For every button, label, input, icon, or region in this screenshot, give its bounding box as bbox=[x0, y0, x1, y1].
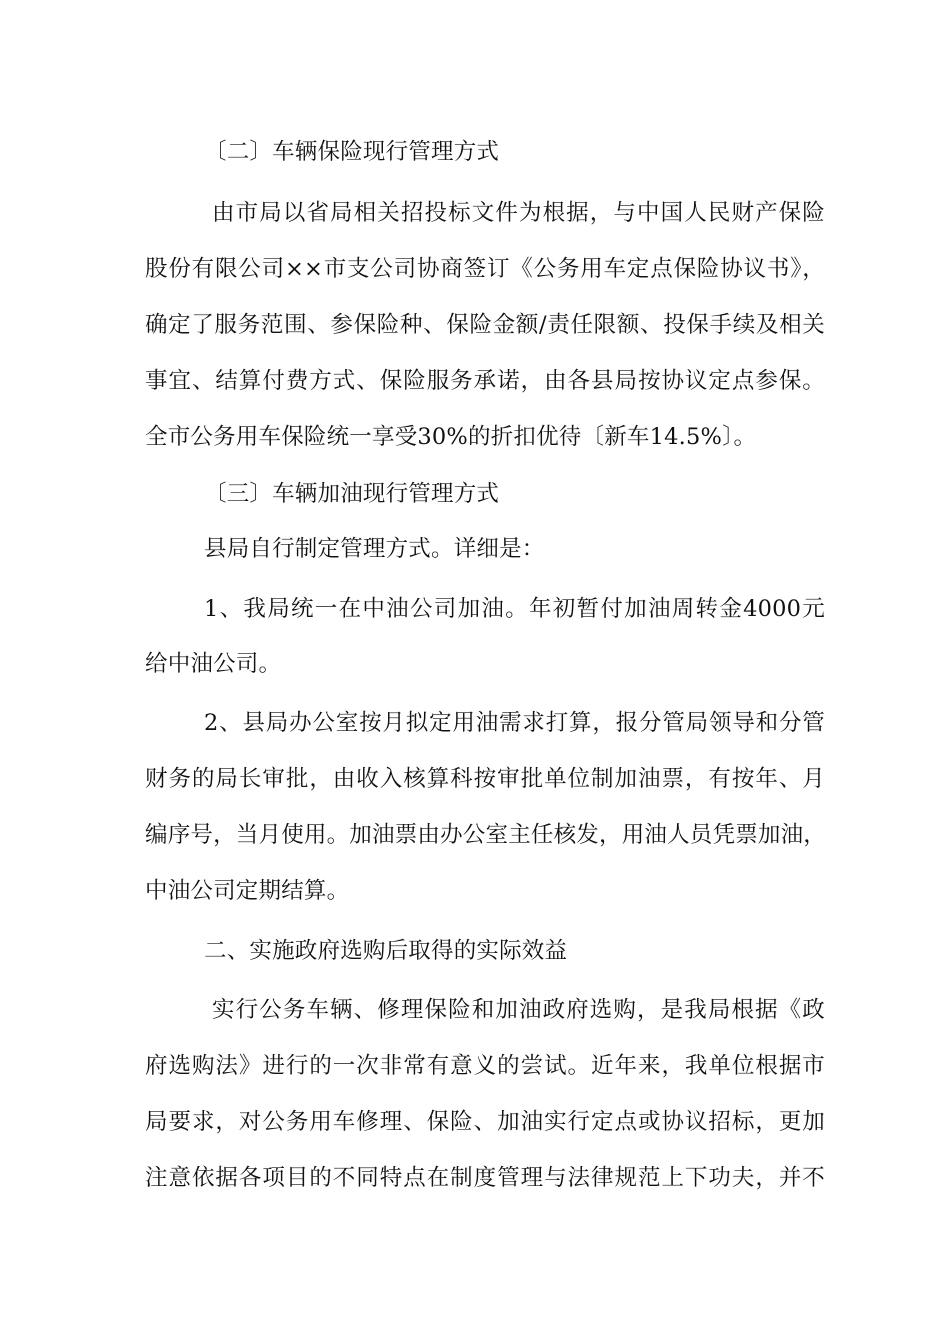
paragraph-line: 股份有限公司××市支公司协商签订《公务用车定点保险协议书》， bbox=[145, 256, 825, 282]
section-heading-fuel: 〔三〕车辆加油现行管理方式 bbox=[204, 481, 500, 507]
paragraph-line: 由市局以省局相关招投标文件为根据，与中国人民财产保险 bbox=[212, 200, 825, 226]
paragraph-line: 实行公务车辆、修理保险和加油政府选购，是我局根据《政 bbox=[212, 997, 825, 1023]
list-item-line: 2、县局办公室按月拟定用油需求打算，报分管局领导和分管 bbox=[204, 710, 825, 736]
list-item-line: 中油公司定期结算。 bbox=[145, 878, 350, 904]
paragraph-line: 全市公务用车保险统一享受30%的折扣优待〔新车14.5%〕。 bbox=[145, 424, 757, 450]
paragraph-line: 确定了服务范围、参保险种、保险金额/责任限额、投保手续及相关 bbox=[145, 312, 825, 338]
list-item-line: 给中油公司。 bbox=[145, 651, 282, 677]
list-item-line: 1、我局统一在中油公司加油。年初暂付加油周转金4000元 bbox=[204, 596, 825, 622]
paragraph-line: 局要求，对公务用车修理、保险、加油实行定点或协议招标，更加 bbox=[145, 1109, 825, 1135]
paragraph-line: 事宜、结算付费方式、保险服务承诺，由各县局按协议定点参保。 bbox=[145, 368, 825, 394]
list-item-line: 编序号，当月使用。加油票由办公室主任核发，用油人员凭票加油， bbox=[145, 822, 827, 848]
paragraph-line: 府选购法》进行的一次非常有意义的尝试。近年来，我单位根据市 bbox=[145, 1053, 825, 1079]
paragraph-line: 县局自行制定管理方式。详细是： bbox=[204, 536, 545, 562]
paragraph-line: 注意依据各项目的不同特点在制度管理与法律规范上下功夫，并不 bbox=[145, 1165, 825, 1191]
section-heading-benefits: 二、实施政府选购后取得的实际效益 bbox=[204, 938, 568, 964]
section-heading-insurance: 〔二〕车辆保险现行管理方式 bbox=[204, 139, 500, 165]
list-item-line: 财务的局长审批，由收入核算科按审批单位制加油票，有按年、月 bbox=[145, 766, 825, 792]
